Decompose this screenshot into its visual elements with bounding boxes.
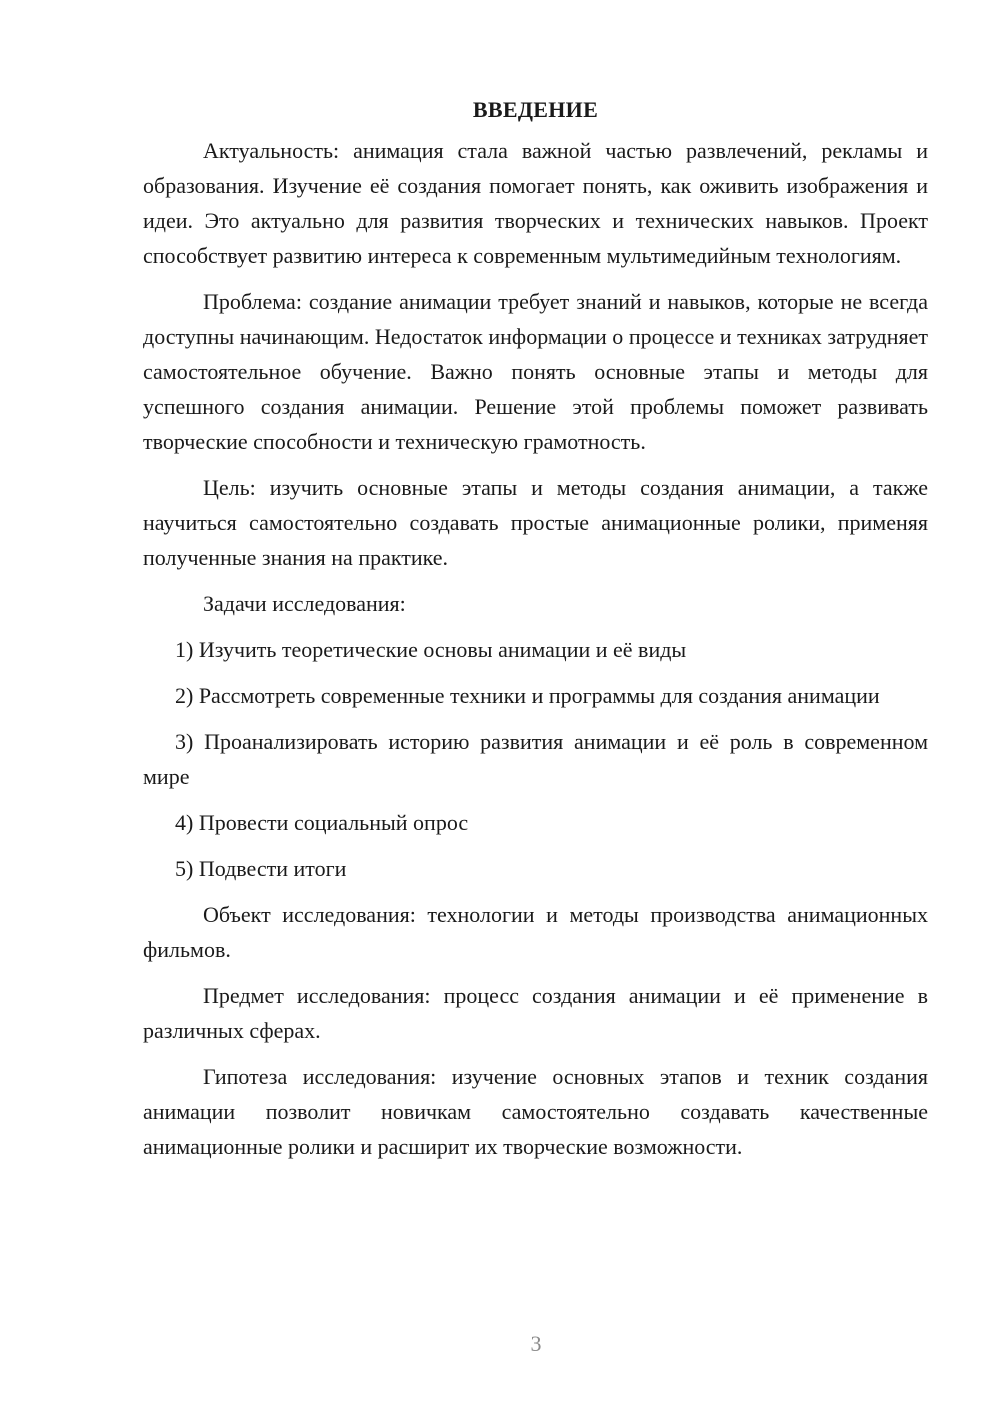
page-number: 3 (530, 1331, 542, 1356)
task-item: 1) Изучить теоретические основы анимации и её виды (175, 637, 687, 662)
problem-paragraph: Проблема: создание анимации требует знаний и навыков, которые не всегда доступны начинающим. Недостаток информации о процессе и техниках затрудняет самостоятельное обучение. Важно понять основные этапы и методы для успешного создания анимации. Решение этой проблемы поможет развивать творческие способности и техническую грамотность. (143, 289, 928, 454)
hypothesis-paragraph: Гипотеза исследования: изучение основных этапов и техник создания анимации позволит новичкам самостоятельно создавать качественные анимационные ролики и расширит их творческие возможности. (143, 1064, 928, 1159)
goal-paragraph: Цель: изучить основные этапы и методы создания анимации, а также научиться самостоятельно создавать простые анимационные ролики, применяя полученные знания на практике. (143, 475, 928, 570)
object-paragraph: Объект исследования: технологии и методы производства анимационных фильмов. (143, 902, 928, 962)
section-title: ВВЕДЕНИЕ (472, 97, 599, 122)
relevance-paragraph: Актуальность: анимация стала важной частью развлечений, рекламы и образования. Изучение её создания помогает понять, как оживить изображения и идеи. Это актуально для развития творческих и технических навыков. Проект способствует развитию интереса к современным мультимедийным технологиям. (143, 138, 928, 268)
document-page (143, 92, 928, 1175)
task-item: 5) Подвести итоги (175, 856, 347, 881)
tasks-heading: Задачи исследования: (203, 591, 406, 616)
task-item: 2) Рассмотреть современные техники и программы для создания анимации (175, 683, 880, 708)
task-item: 4) Провести социальный опрос (175, 810, 469, 835)
task-item: 3) Проанализировать историю развития анимации и её роль в современном мире (143, 729, 928, 789)
subject-paragraph: Предмет исследования: процесс создания анимации и её применение в различных сферах. (143, 983, 928, 1043)
